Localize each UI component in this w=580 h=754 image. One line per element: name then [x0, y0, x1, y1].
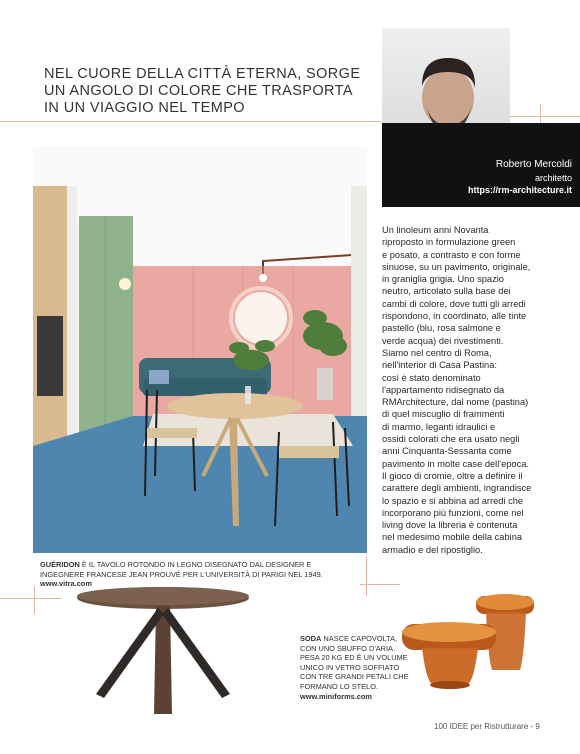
body-line: neutro, articolato sulla base dei	[382, 286, 511, 297]
interior-photo	[33, 146, 367, 553]
gueridon-caption-line: INGEGNERE FRANCESE JEAN PROUVÉ PER L'UNIVERSITÀ DI PARIGI NEL 1949.	[40, 569, 323, 579]
architect-name: Roberto Mercoldi	[495, 159, 572, 170]
architect-credit-box	[382, 123, 580, 207]
body-line: Il gioco di cromie, oltre a definire il	[382, 470, 523, 481]
body-line: l'appartamento ridisegnato da	[382, 384, 505, 395]
headline-line: NEL CUORE DELLA CITTÀ ETERNA, SORGE	[44, 66, 361, 82]
gueridon-caption	[40, 560, 323, 589]
body-line: Un linoleum anni Novanta	[382, 225, 489, 235]
soda-url[interactable]: www.miniforms.com	[300, 691, 373, 701]
decor-rule-top	[0, 121, 381, 122]
body-line: carattere degli ambienti, ingrandisce	[382, 483, 532, 494]
body-line: sinuose, su un pavimento, originale,	[382, 261, 531, 272]
body-line: ossidi colorati che era usato negli	[382, 434, 520, 445]
soda-caption-line: CON TRE GRANDI PETALI CHE	[300, 672, 409, 682]
body-line: e posato, a contrasto e con forme	[382, 249, 521, 260]
decor-rule-bottom-vertical	[34, 586, 35, 614]
body-line: rispondono, in coordinato, alle tinte	[382, 311, 527, 322]
decor-rule-mid-h	[360, 584, 400, 585]
page-headline	[44, 66, 361, 117]
soda-caption-line: FORMANO LO STELO.	[300, 681, 379, 691]
gueridon-title: GUÉRIDON	[40, 560, 80, 569]
soda-caption-line: UNICO IN VETRO SOFFIATO	[300, 662, 400, 672]
body-line: nel medesimo mobile della cabina	[382, 532, 523, 543]
decor-rule-right	[510, 116, 580, 117]
body-line: in graniglia grigia. Uno spazio	[382, 274, 504, 285]
body-line: living dove la libreria è contenuta	[382, 520, 518, 531]
body-line: RMArchitecture, dal nome (pastina)	[382, 397, 529, 408]
soda-title: SODA	[300, 634, 322, 643]
body-line: anni Cinquanta-Sessanta come	[382, 446, 512, 457]
soda-vases-photo	[398, 588, 548, 698]
architect-role: architetto	[534, 173, 572, 183]
soda-caption	[300, 634, 409, 701]
headline-line: UN ANGOLO DI COLORE CHE TRASPORTA	[44, 83, 353, 99]
soda-caption-line: PESA 20 KG ED È UN VOLUME	[300, 653, 408, 663]
decor-rule-mid	[366, 556, 367, 596]
gueridon-table-photo	[68, 586, 258, 722]
architect-url[interactable]: https://rm-architecture.it	[467, 185, 572, 195]
page-folio: 100 IDEE per Ristrutturare - 9	[434, 722, 540, 731]
body-line: lo spazio e si abbina ad arredi che	[382, 495, 524, 506]
body-line: riproposto in formulazione green	[382, 237, 516, 248]
soda-caption-line: NASCE CAPOVOLTA,	[323, 634, 398, 643]
body-line: incorporano più funzioni, come nel	[382, 507, 524, 518]
body-line: cambi di colore, dove tutti gli arredi	[382, 298, 526, 309]
body-line: verde acqua) dei rivestimenti.	[382, 335, 504, 346]
body-line: così è stato denominato	[382, 372, 481, 383]
soda-caption-line: CON UNO SBUFFO D'ARIA.	[300, 643, 396, 653]
body-line: Siamo nel centro di Roma,	[382, 347, 492, 358]
body-line: nell'interior di Casa Pastina:	[382, 360, 497, 371]
body-line: di quel miscuglio di frammenti	[382, 409, 505, 420]
headline-line: IN UN VIAGGIO NEL TEMPO	[44, 100, 245, 116]
article-body	[382, 224, 574, 556]
body-line: pavimento in molte case dell'epoca.	[382, 458, 529, 469]
decor-rule-bottom	[0, 598, 62, 599]
body-line: pastello (blu, rosa salmone e	[382, 323, 501, 334]
body-line: armadio e del ripostiglio.	[382, 544, 483, 555]
body-line: di marmo, leganti idraulici e	[382, 421, 496, 432]
gueridon-url[interactable]: www.vitra.com	[40, 579, 92, 589]
gueridon-caption-line: È IL TAVOLO ROTONDO IN LEGNO DISEGNATO DAL DESIGNER E	[81, 560, 312, 569]
